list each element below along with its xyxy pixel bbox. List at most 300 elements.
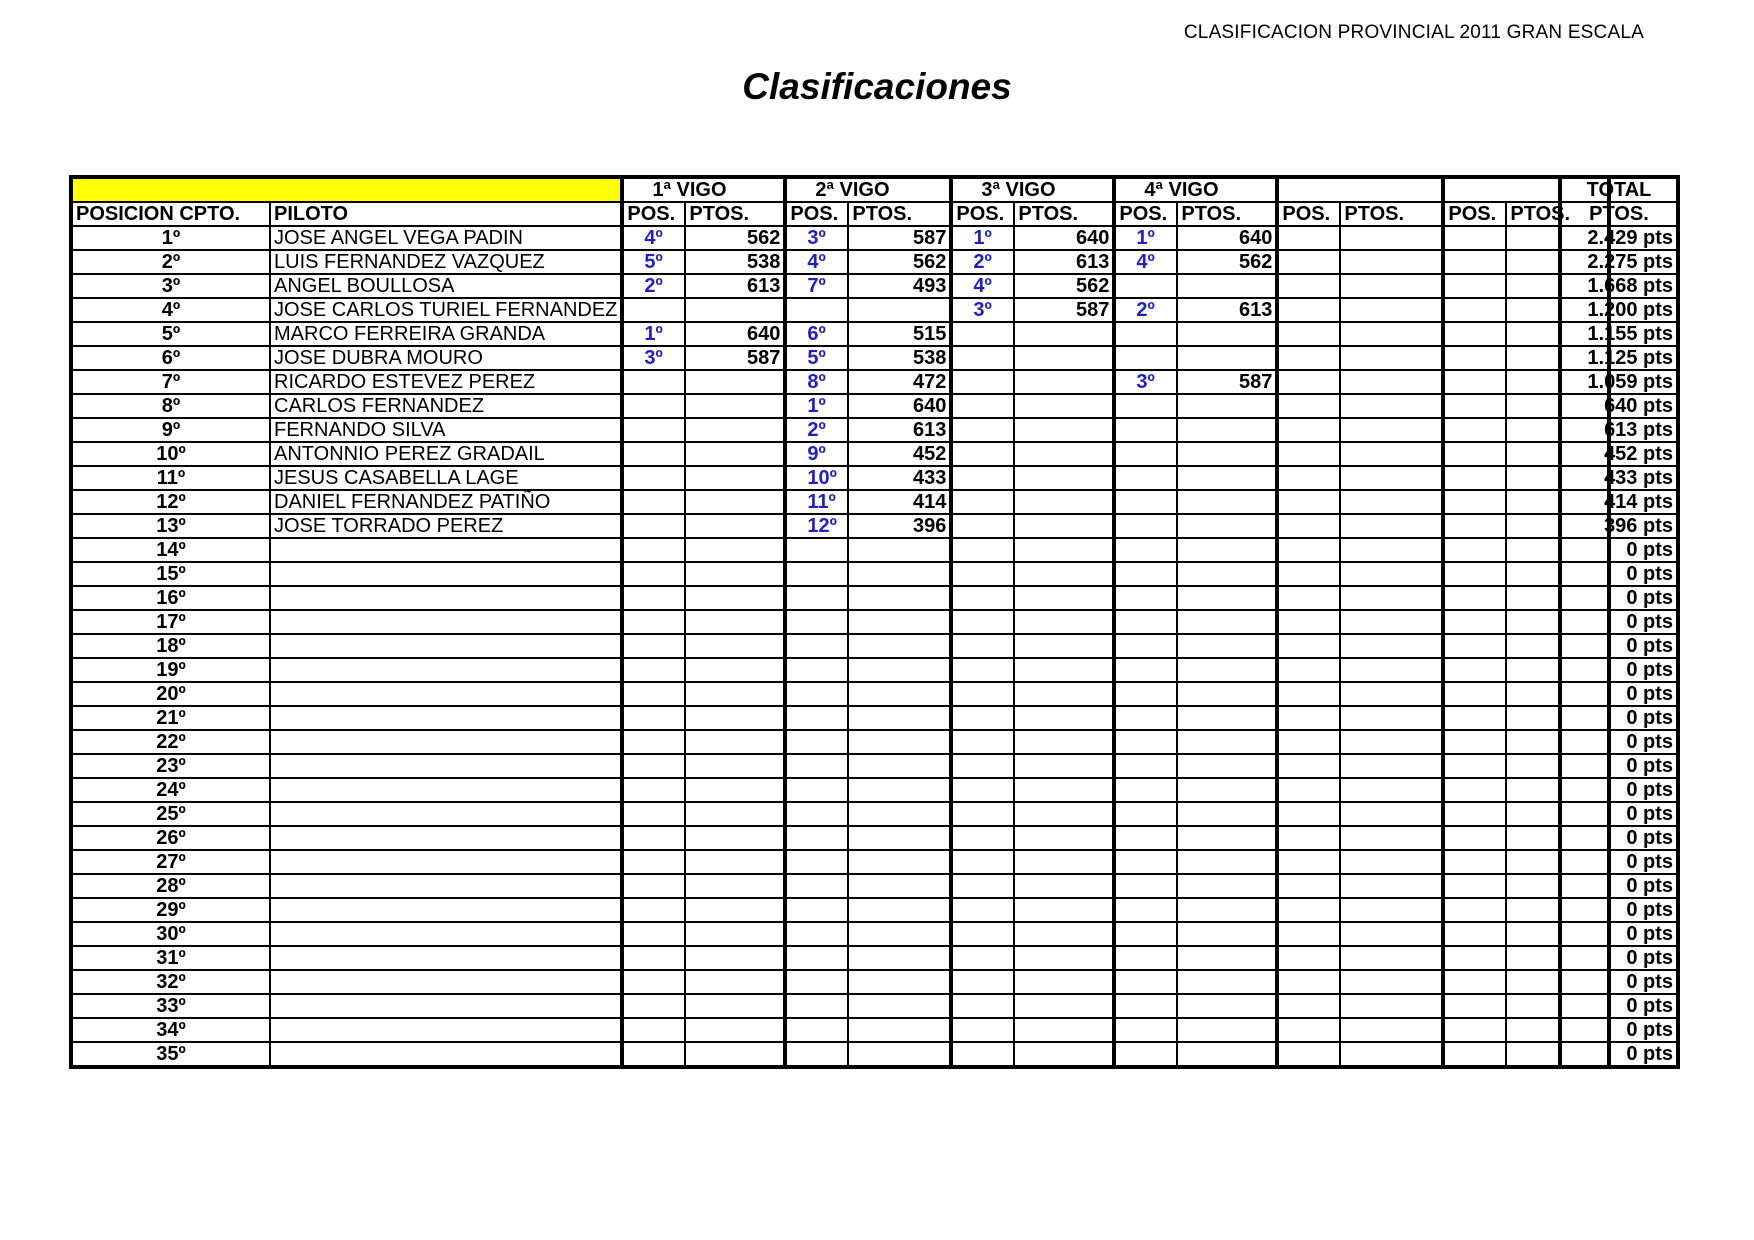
pilot-cell: LUIS FERNANDEZ VAZQUEZ [270,250,622,274]
race-position-cell [1443,538,1506,562]
race-points-cell [1177,682,1277,706]
race-points-cell [1340,490,1443,514]
race-position-cell [622,562,685,586]
race-points-cell: 613 [1014,250,1114,274]
race-points-cell [1014,394,1114,418]
race-points-cell [1014,346,1114,370]
race-position-cell [1114,610,1177,634]
race-position-cell [785,946,848,970]
rank-cell: 19º [71,658,270,682]
race-position-cell [1443,706,1506,730]
race-position-cell [1277,394,1340,418]
race-position-cell [1114,730,1177,754]
table-row [71,970,1609,994]
header-pts: PTOS. [1340,202,1443,226]
race-points-cell: 493 [848,274,951,298]
table-row [71,226,1609,250]
race-points-cell [1177,850,1277,874]
race-points-cell [1340,466,1443,490]
race-position-cell [622,1042,685,1067]
rank-cell: 28º [71,874,270,898]
race-position-cell: 3º [622,346,685,370]
race-points-cell: 562 [685,226,785,250]
total-points-cell: 0 pts [1560,562,1678,586]
total-points-cell: 0 pts [1560,754,1678,778]
pilot-cell [270,970,622,994]
race-position-cell [1443,922,1506,946]
pilot-cell [270,946,622,970]
race-position-cell [1277,562,1340,586]
race-position-cell [1277,514,1340,538]
race-points-cell [685,970,785,994]
race-points-cell [685,418,785,442]
race-position-cell: 3º [951,298,1014,322]
race-points-cell [1014,946,1114,970]
table-row [71,826,1609,850]
race-position-cell [951,778,1014,802]
race-position-cell [785,778,848,802]
race-position-cell [785,706,848,730]
race-points-cell [1014,586,1114,610]
race-points-cell [685,754,785,778]
total-points-cell: 0 pts [1560,874,1678,898]
table-row [71,778,1609,802]
race-points-cell [1177,1042,1277,1067]
race-position-cell [1114,922,1177,946]
rank-cell: 2º [71,250,270,274]
table-row [71,898,1609,922]
rank-cell: 5º [71,322,270,346]
race-position-cell [622,946,685,970]
total-points-cell: 0 pts [1560,826,1678,850]
table-row [71,562,1609,586]
table-row [71,250,1609,274]
total-row [1560,634,1678,658]
race-points-cell [848,826,951,850]
race-points-cell: 472 [848,370,951,394]
total-row [1560,346,1678,370]
race-position-cell: 4º [785,250,848,274]
race-position-cell: 4º [951,274,1014,298]
total-title-row [1560,177,1678,202]
pilot-cell [270,682,622,706]
total-points-cell: 1.155 pts [1560,322,1678,346]
total-points-cell: 0 pts [1560,610,1678,634]
race-points-cell [1177,970,1277,994]
race-position-cell: 5º [785,346,848,370]
race-position-cell [622,586,685,610]
rank-cell: 4º [71,298,270,322]
race-position-cell [1443,802,1506,826]
race-position-cell [1114,322,1177,346]
total-row [1560,706,1678,730]
race-position-cell [1443,442,1506,466]
race-position-cell [622,1018,685,1042]
total-row [1560,1042,1678,1067]
race-position-cell [951,346,1014,370]
rank-cell: 9º [71,418,270,442]
race-position-cell [622,778,685,802]
race-points-cell [1014,802,1114,826]
race-points-cell [1014,610,1114,634]
race-position-cell [785,538,848,562]
total-points-cell: 1.059 pts [1560,370,1678,394]
total-row [1560,442,1678,466]
race-points-cell [1177,322,1277,346]
race-points-cell [1177,754,1277,778]
race-points-cell [1340,226,1443,250]
race-position-cell [1277,994,1340,1018]
race-position-cell [1277,466,1340,490]
race-points-cell [848,874,951,898]
race-points-cell: 562 [848,250,951,274]
pilot-cell: MARCO FERREIRA GRANDA [270,322,622,346]
header-pos: POS. [1443,202,1506,226]
race-points-cell [685,850,785,874]
race-position-cell [1114,898,1177,922]
race-position-cell [622,538,685,562]
race-points-cell [1177,490,1277,514]
race-position-cell [622,466,685,490]
race-position-cell [1277,370,1340,394]
race-position-cell [785,298,848,322]
total-points-cell: 0 pts [1560,1018,1678,1042]
race-position-cell [951,562,1014,586]
race-position-cell [1443,682,1506,706]
race-position-cell [622,514,685,538]
totals-body [1560,226,1678,1067]
race-position-cell [951,658,1014,682]
race-position-cell: 2º [785,418,848,442]
race-title-2: 2ª VIGO [785,177,951,202]
total-row [1560,226,1678,250]
race-position-cell [622,898,685,922]
race-position-cell [1443,490,1506,514]
race-points-cell [1177,514,1277,538]
race-position-cell [622,490,685,514]
total-points-cell: 2.429 pts [1560,226,1678,250]
race-points-cell [685,946,785,970]
race-position-cell [1443,610,1506,634]
race-points-cell [685,298,785,322]
race-position-cell [1114,850,1177,874]
table-row [71,658,1609,682]
header-pos: POS. [622,202,685,226]
rank-cell: 10º [71,442,270,466]
total-row [1560,802,1678,826]
race-position-cell [1277,322,1340,346]
rank-cell: 32º [71,970,270,994]
race-points-cell [1340,322,1443,346]
race-points-cell [1340,658,1443,682]
table-row [71,994,1609,1018]
rank-cell: 29º [71,898,270,922]
race-position-cell [1443,514,1506,538]
race-points-cell [1014,562,1114,586]
race-position-cell [1443,1018,1506,1042]
race-points-cell [1340,754,1443,778]
table-row [71,682,1609,706]
race-position-cell [951,418,1014,442]
race-position-cell [622,730,685,754]
table-row [71,850,1609,874]
race-position-cell [1443,898,1506,922]
race-points-cell [1014,874,1114,898]
rank-cell: 23º [71,754,270,778]
race-points-cell [1340,442,1443,466]
rank-cell: 8º [71,394,270,418]
race-position-cell [1443,826,1506,850]
race-points-cell [1340,970,1443,994]
race-position-cell [1277,346,1340,370]
race-position-cell [1114,826,1177,850]
race-points-cell [685,466,785,490]
race-points-cell [848,778,951,802]
race-points-cell [1014,466,1114,490]
total-row [1560,466,1678,490]
total-points-cell: 1.125 pts [1560,346,1678,370]
table-row [71,706,1609,730]
table-row [71,874,1609,898]
total-points-cell: 0 pts [1560,898,1678,922]
race-points-cell: 640 [848,394,951,418]
race-points-cell [1177,898,1277,922]
rank-cell: 25º [71,802,270,826]
race-points-cell [848,850,951,874]
race-points-cell [1340,610,1443,634]
race-points-cell [1177,658,1277,682]
race-points-cell [1014,826,1114,850]
pilot-cell [270,610,622,634]
rank-cell: 30º [71,922,270,946]
race-points-cell [1340,274,1443,298]
race-position-cell [785,730,848,754]
race-points-cell [848,1042,951,1067]
race-position-cell [622,394,685,418]
pilot-cell [270,826,622,850]
race-position-cell [1443,874,1506,898]
race-position-cell [951,850,1014,874]
race-position-cell [951,730,1014,754]
race-position-cell [951,754,1014,778]
race-position-cell [622,682,685,706]
table-row [71,370,1609,394]
table-row [71,346,1609,370]
race-position-cell [785,658,848,682]
race-position-cell [951,970,1014,994]
race-position-cell [1114,274,1177,298]
pilot-cell: JESUS CASABELLA LAGE [270,466,622,490]
race-position-cell: 1º [951,226,1014,250]
race-position-cell [951,610,1014,634]
race-position-cell [1443,226,1506,250]
race-position-cell [951,394,1014,418]
pilot-cell [270,778,622,802]
page-title: Clasificaciones [742,66,1012,107]
race-position-cell [1277,274,1340,298]
pilot-cell: ANTONNIO PEREZ GRADAIL [270,442,622,466]
rank-cell: 7º [71,370,270,394]
race-position-cell [785,610,848,634]
race-points-cell [685,658,785,682]
race-points-cell: 640 [685,322,785,346]
rank-cell: 16º [71,586,270,610]
race-position-cell [951,706,1014,730]
race-points-cell: 613 [848,418,951,442]
race-points-cell [1340,778,1443,802]
race-position-cell [951,898,1014,922]
total-row [1560,586,1678,610]
race-position-cell [785,586,848,610]
total-row [1560,538,1678,562]
pilot-cell [270,754,622,778]
race-position-cell [1443,946,1506,970]
race-points-cell [1014,778,1114,802]
race-points-cell [1177,1018,1277,1042]
race-position-cell [1277,754,1340,778]
race-points-cell [848,802,951,826]
race-points-cell [685,1042,785,1067]
race-points-cell [1340,850,1443,874]
race-position-cell [1443,754,1506,778]
race-points-cell [1014,1018,1114,1042]
pilot-cell: CARLOS FERNANDEZ [270,394,622,418]
race-points-cell: 396 [848,514,951,538]
race-points-cell [685,706,785,730]
race-position-cell [951,874,1014,898]
pilot-cell [270,874,622,898]
race-position-cell: 4º [622,226,685,250]
race-position-cell [785,1018,848,1042]
race-points-cell [1177,562,1277,586]
rank-cell: 3º [71,274,270,298]
pilot-cell [270,850,622,874]
table-row [71,274,1609,298]
race-position-cell [1114,970,1177,994]
race-position-cell [1443,634,1506,658]
race-position-cell [1277,802,1340,826]
race-position-cell [951,682,1014,706]
race-points-cell [848,562,951,586]
race-position-cell [1443,850,1506,874]
race-points-cell: 587 [1177,370,1277,394]
race-points-cell: 452 [848,442,951,466]
total-row [1560,946,1678,970]
race-points-cell: 640 [1014,226,1114,250]
race-points-cell: 538 [848,346,951,370]
race-points-cell [1014,634,1114,658]
race-points-cell [685,802,785,826]
race-position-cell [1277,922,1340,946]
race-points-cell [1177,634,1277,658]
pilot-cell [270,586,622,610]
header-pilot: PILOTO [270,202,622,226]
race-points-cell [848,610,951,634]
race-position-cell [1277,442,1340,466]
table-row [71,802,1609,826]
race-position-cell [1277,538,1340,562]
total-points-cell: 433 pts [1560,466,1678,490]
total-points-cell: 0 pts [1560,682,1678,706]
race-points-cell [1177,730,1277,754]
race-points-cell [1340,730,1443,754]
race-position-cell [1114,442,1177,466]
total-points-cell: 1.668 pts [1560,274,1678,298]
race-position-cell [622,658,685,682]
race-position-cell [785,898,848,922]
race-points-cell [1177,418,1277,442]
race-position-cell [1114,874,1177,898]
race-position-cell [1443,370,1506,394]
race-position-cell [622,970,685,994]
race-points-cell [1014,994,1114,1018]
race-points-cell [685,562,785,586]
race-points-cell [1177,394,1277,418]
race-position-cell [1114,490,1177,514]
race-points-cell: 515 [848,322,951,346]
race-position-cell [951,826,1014,850]
race-position-cell [1114,1018,1177,1042]
race-position-cell [622,442,685,466]
race-position-cell [1277,226,1340,250]
race-position-cell [622,874,685,898]
race-points-cell [1177,922,1277,946]
race-points-cell [1340,250,1443,274]
rank-cell: 35º [71,1042,270,1067]
pilot-cell [270,1018,622,1042]
table-row [71,946,1609,970]
total-row [1560,562,1678,586]
race-position-cell [951,994,1014,1018]
race-position-cell [1114,994,1177,1018]
race-position-cell [1277,610,1340,634]
race-position-cell [785,802,848,826]
race-position-cell [951,634,1014,658]
race-points-cell [1340,538,1443,562]
race-points-cell: 613 [685,274,785,298]
race-position-cell: 5º [622,250,685,274]
table-row [71,298,1609,322]
race-position-cell [622,298,685,322]
race-position-cell [785,634,848,658]
total-row [1560,250,1678,274]
race-points-cell [1340,586,1443,610]
race-position-cell [1277,418,1340,442]
total-row [1560,970,1678,994]
race-points-cell [1340,346,1443,370]
pilot-cell [270,1042,622,1067]
race-points-cell [1014,922,1114,946]
race-points-cell [1014,898,1114,922]
race-points-cell [1340,874,1443,898]
race-points-cell [1340,562,1443,586]
highlight-cell [71,177,622,202]
race-points-cell [1340,394,1443,418]
total-points-cell: 452 pts [1560,442,1678,466]
race-position-cell: 9º [785,442,848,466]
rank-cell: 21º [71,706,270,730]
race-position-cell [1277,490,1340,514]
race-position-cell: 2º [622,274,685,298]
race-title-5 [1277,177,1443,202]
race-points-cell [1014,730,1114,754]
race-points-cell: 414 [848,490,951,514]
total-row [1560,298,1678,322]
table-row [71,634,1609,658]
pilot-cell: JOSE TORRADO PEREZ [270,514,622,538]
race-position-cell: 2º [1114,298,1177,322]
race-points-cell [685,442,785,466]
